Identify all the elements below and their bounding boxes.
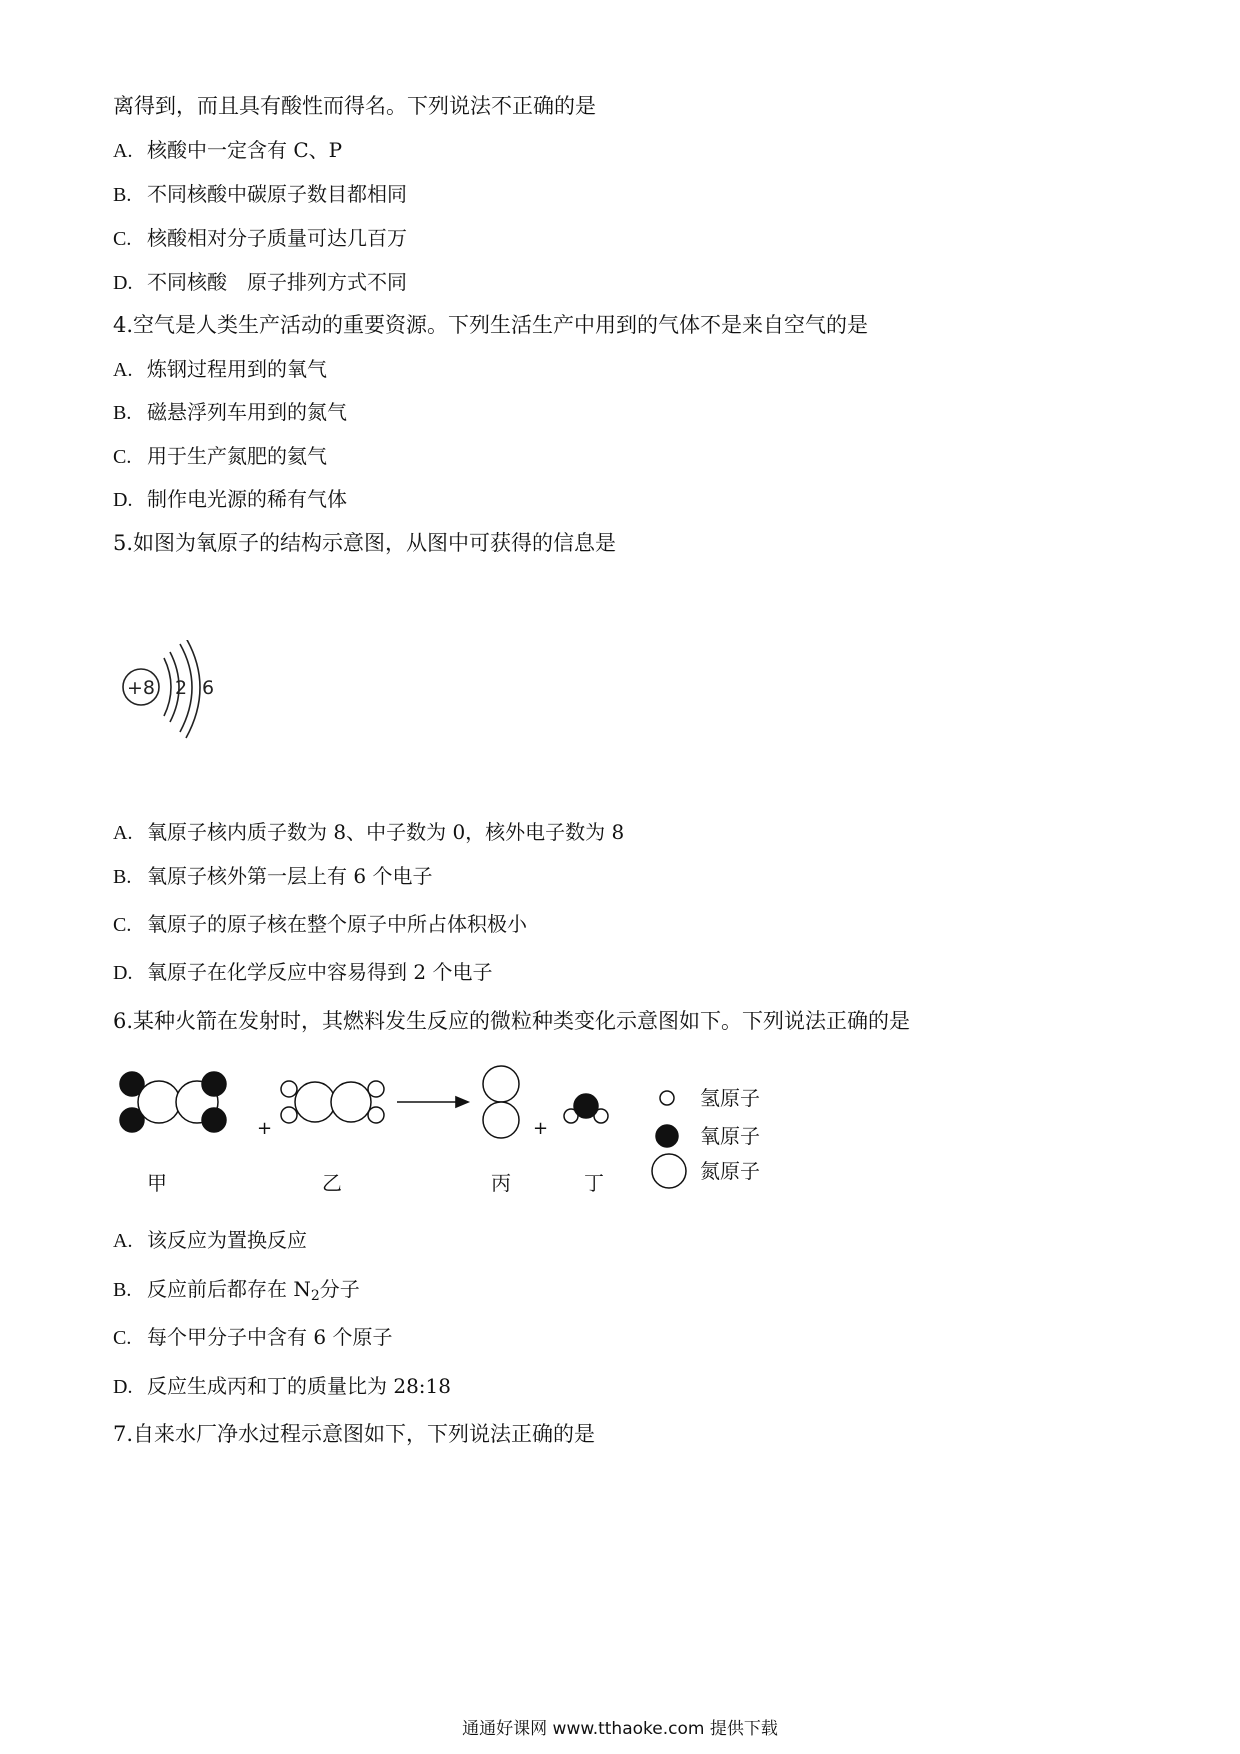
- question-6-stem: 6.某种火箭在发射时，其燃料发生反应的微粒种类变化示意图如下。下列说法正确的是: [113, 1009, 911, 1033]
- reaction-arrow: [397, 1097, 468, 1107]
- legend: [652, 1091, 686, 1188]
- question-5-option-c: C. 氧原子的原子核在整个原子中所占体积极小: [113, 912, 527, 936]
- plus-sign-1: +: [257, 1118, 273, 1139]
- question-3-option-a: A. 核酸中一定含有 C、P: [113, 138, 343, 162]
- legend-nitrogen-label: 氮原子: [700, 1159, 760, 1183]
- legend-hydrogen-symbol: [660, 1091, 674, 1105]
- label-jia: 甲: [147, 1171, 167, 1195]
- label-yi: 乙: [322, 1171, 342, 1195]
- electron-shell-1-arc: [164, 658, 171, 716]
- question-6-option-a: A. 该反应为置换反应: [113, 1228, 307, 1252]
- label-ding: 丁: [584, 1171, 604, 1195]
- question-4-option-d: D. 制作电光源的稀有气体: [113, 487, 347, 511]
- shell-1-electron-count: 2: [174, 677, 188, 699]
- legend-nitrogen-symbol: [652, 1154, 686, 1188]
- electron-shell-2-arc-outer: [186, 640, 200, 738]
- question-3-option-b: B. 不同核酸中碳原子数目都相同: [113, 182, 407, 206]
- question-4-option-c: C. 用于生产氮肥的氦气: [113, 444, 327, 468]
- shell-2-electron-count: 6: [201, 677, 215, 699]
- question-6-option-b: B. 反应前后都存在 $N_2$分子: [113, 1277, 360, 1304]
- question-6-option-c: C. 每个甲分子中含有 6 个原子: [113, 1325, 393, 1349]
- legend-hydrogen-label: 氢原子: [700, 1086, 760, 1110]
- question-4-option-a: A. 炼钢过程用到的氧气: [113, 357, 327, 381]
- question-3-option-c: C. 核酸相对分子质量可达几百万: [113, 226, 407, 250]
- question-4-stem: 4.空气是人类生产活动的重要资源。下列生活生产中用到的气体不是来自空气的是: [113, 313, 869, 337]
- question-3-option-d: D. 不同核酸 原子排列方式不同: [113, 270, 407, 294]
- plus-sign-2: +: [533, 1118, 549, 1139]
- question-5-stem: 5.如图为氧原子的结构示意图，从图中可获得的信息是: [113, 531, 617, 555]
- question-5-option-b: B. 氧原子核外第一层上有 6 个电子: [113, 864, 433, 888]
- molecule-bing: [483, 1066, 519, 1138]
- question-5-option-a: A. 氧原子核内质子数为 8、中子数为 0，核外电子数为 8: [113, 820, 625, 844]
- reaction-particle-diagram: [110, 1060, 790, 1200]
- oxygen-atom-structure-diagram: [118, 640, 228, 740]
- molecule-jia: [120, 1072, 226, 1132]
- label-bing: 丙: [491, 1171, 511, 1195]
- page-footer: 通通好课网 www.tthaoke.com 提供下载: [462, 1719, 778, 1739]
- question-3-stem-continued: 离得到，而且具有酸性而得名。下列说法不正确的是: [113, 94, 596, 118]
- legend-oxygen-label: 氧原子: [700, 1124, 760, 1148]
- question-7-stem: 7.自来水厂净水过程示意图如下，下列说法正确的是: [113, 1422, 596, 1446]
- legend-oxygen-symbol: [656, 1125, 678, 1147]
- question-4-option-b: B. 磁悬浮列车用到的氮气: [113, 400, 347, 424]
- molecule-ding: [564, 1094, 608, 1123]
- question-6-option-d: D. 反应生成丙和丁的质量比为 28:18: [113, 1374, 451, 1398]
- molecule-yi: [281, 1081, 384, 1123]
- nucleus-charge: +8: [126, 677, 156, 699]
- question-5-option-d: D. 氧原子在化学反应中容易得到 2 个电子: [113, 960, 493, 984]
